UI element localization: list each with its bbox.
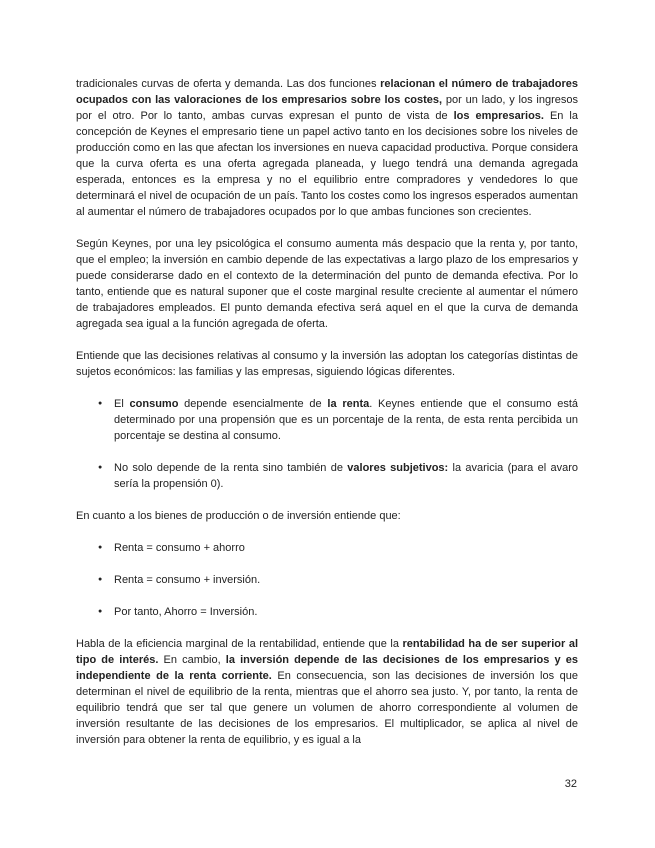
bold-text: los empresarios. bbox=[453, 110, 544, 122]
list-item: ● Por tanto, Ahorro = Inversión. bbox=[76, 604, 578, 620]
bullet-list-formulas bbox=[76, 540, 578, 620]
list-item: ● Renta = consumo + inversión. bbox=[76, 572, 578, 588]
paragraph-bienes-produccion: En cuanto a los bienes de producción o de inversión entiende que: bbox=[76, 510, 401, 522]
bullet-list-consumo bbox=[76, 396, 578, 492]
list-item: ● El consumo depende esencialmente de la renta. Keynes entiende que el consumo está determinado por una propensión que es un porcentaje de la renta, de esta renta percibida un porcentaje se destina al consumo. bbox=[76, 396, 578, 444]
list-item: ● No solo depende de la renta sino también de valores subjetivos: la avaricia (para el avaro sería la propensión 0). bbox=[76, 460, 578, 492]
bold-text: relacionan el número de trabajadores ocupados con las valoraciones de los empresarios sobre los costes, bbox=[76, 78, 578, 106]
list-item: ● Renta = consumo + ahorro bbox=[76, 540, 578, 556]
paragraph-eficiencia-marginal: Habla de la eficiencia marginal de la rentabilidad, entiende que la rentabilidad ha de ser superior al tipo de interés. En cambio, la inversión depende de las decisiones de los empresarios y es independiente de la renta corriente. En consecuencia, son las decisiones de inversión los que determinan el nivel de equilibrio de la renta, mientras que el ahorro sea justo. Y, por tanto, la renta de equilibrio tendrá que ser tal que genere un volumen de ahorro correspondiente al volumen de inversión resultante de las decisiones de los empresarios. El multiplicador, se aplica al nivel de inversión para obtener la renta de equilibrio, y es igual a la bbox=[76, 638, 578, 746]
paragraph-decisiones: Entiende que las decisiones relativas al consumo y la inversión las adoptan los categorías distintas de sujetos económicos: las familias y las empresas, siguiendo lógicas diferentes. bbox=[76, 350, 578, 378]
paragraph-ley-psicologica: Según Keynes, por una ley psicológica el consumo aumenta más despacio que la renta y, por tanto, que el empleo; la inversión en cambio depende de las expectativas a largo plazo de los empresarios y puede considerarse dado en el contexto de la determinación del punto de demanda efectiva. Por lo tanto, entiende que es natural suponer que el coste marginal resulte creciente al aumentar el número de trabajadores empleados. El punto demanda efectiva será aquel en el que la curva de demanda agregada sea igual a la función agregada de oferta. bbox=[76, 238, 578, 330]
paragraph-oferta-demanda: tradicionales curvas de oferta y demanda. Las dos funciones relacionan el número de trabajadores ocupados con las valoraciones de los empresarios sobre los costes, por un lado, y los ingresos por el otro. Por lo tanto, ambas curvas expresan el punto de vista de los empresarios. En la concepción de Keynes el empresario tiene un papel activo tanto en los decisiones sobre los niveles de producción como en las que afectan los inversiones en nueva capacidad productiva. Porque considera que la curva oferta es una oferta agregada planeada, y luego tendrá una demanda agregada esperada, entonces es la empresa y no el equilibrio entre compradores y vendedores lo que determinará el nivel de ocupación de un país. Tanto los costes como los ingresos esperados aumentan al aumentar el número de trabajadores ocupados por lo que ambas funciones son crecientes. bbox=[76, 78, 578, 218]
page-number: 32 bbox=[564, 778, 577, 790]
document-page bbox=[76, 76, 578, 748]
